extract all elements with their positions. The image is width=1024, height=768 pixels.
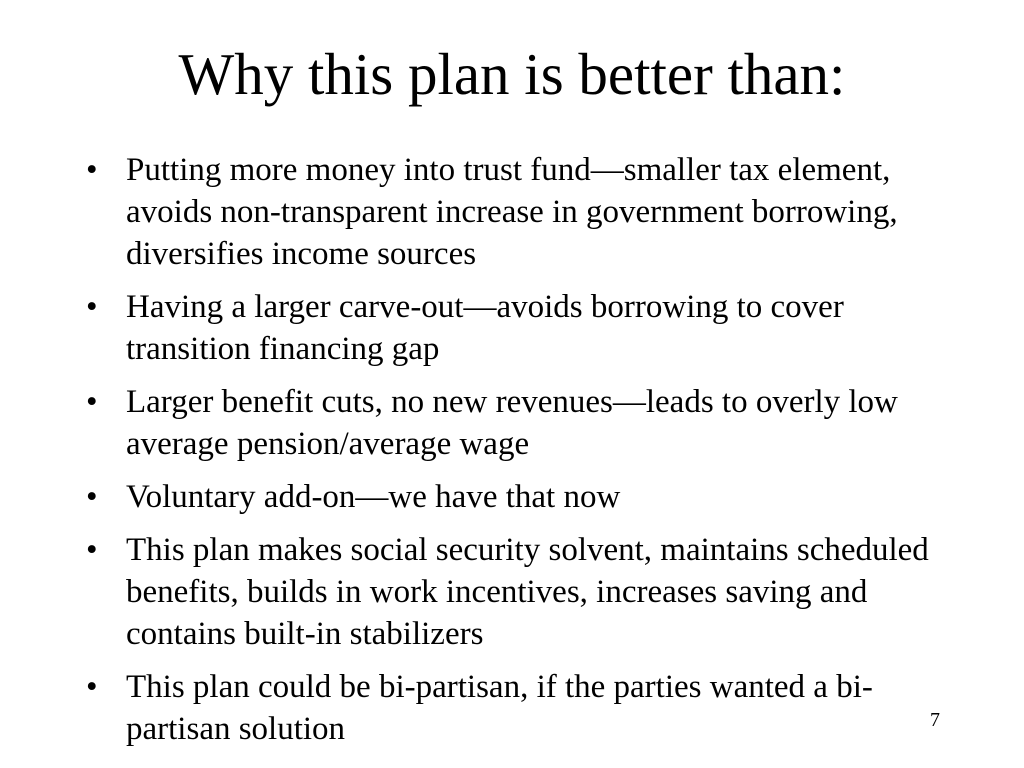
bullet-item xyxy=(86,666,956,750)
bullet-text: Putting more money into trust fund—smaller tax element, avoids non-transparent increase in government borrowing, diversifies income sources xyxy=(126,152,898,272)
bullet-icon: • xyxy=(86,532,98,568)
bullet-icon: • xyxy=(86,289,98,325)
bullet-text: This plan makes social security solvent, maintains scheduled benefits, builds in work incentives, increases saving and contains built-in stabilizers xyxy=(126,532,929,652)
bullet-text: This plan could be bi-partisan, if the parties wanted a bi-partisan solution xyxy=(126,669,873,747)
bullet-icon: • xyxy=(86,669,98,705)
bullet-text: Voluntary add-on—we have that now xyxy=(126,479,621,515)
slide-title: Why this plan is better than: xyxy=(178,41,846,107)
bullet-text: Larger benefit cuts, no new revenues—leads to overly low average pension/average wage xyxy=(126,384,898,462)
bullet-item xyxy=(86,529,956,655)
bullet-list xyxy=(86,149,956,761)
bullet-icon: • xyxy=(86,152,98,188)
bullet-icon: • xyxy=(86,384,98,420)
bullet-icon: • xyxy=(86,479,98,515)
page-number: 7 xyxy=(930,709,940,731)
bullet-item xyxy=(86,476,956,518)
bullet-item xyxy=(86,286,956,370)
bullet-text: Having a larger carve-out—avoids borrowing to cover transition financing gap xyxy=(126,289,844,367)
bullet-item xyxy=(86,381,956,465)
bullet-item xyxy=(86,149,956,275)
